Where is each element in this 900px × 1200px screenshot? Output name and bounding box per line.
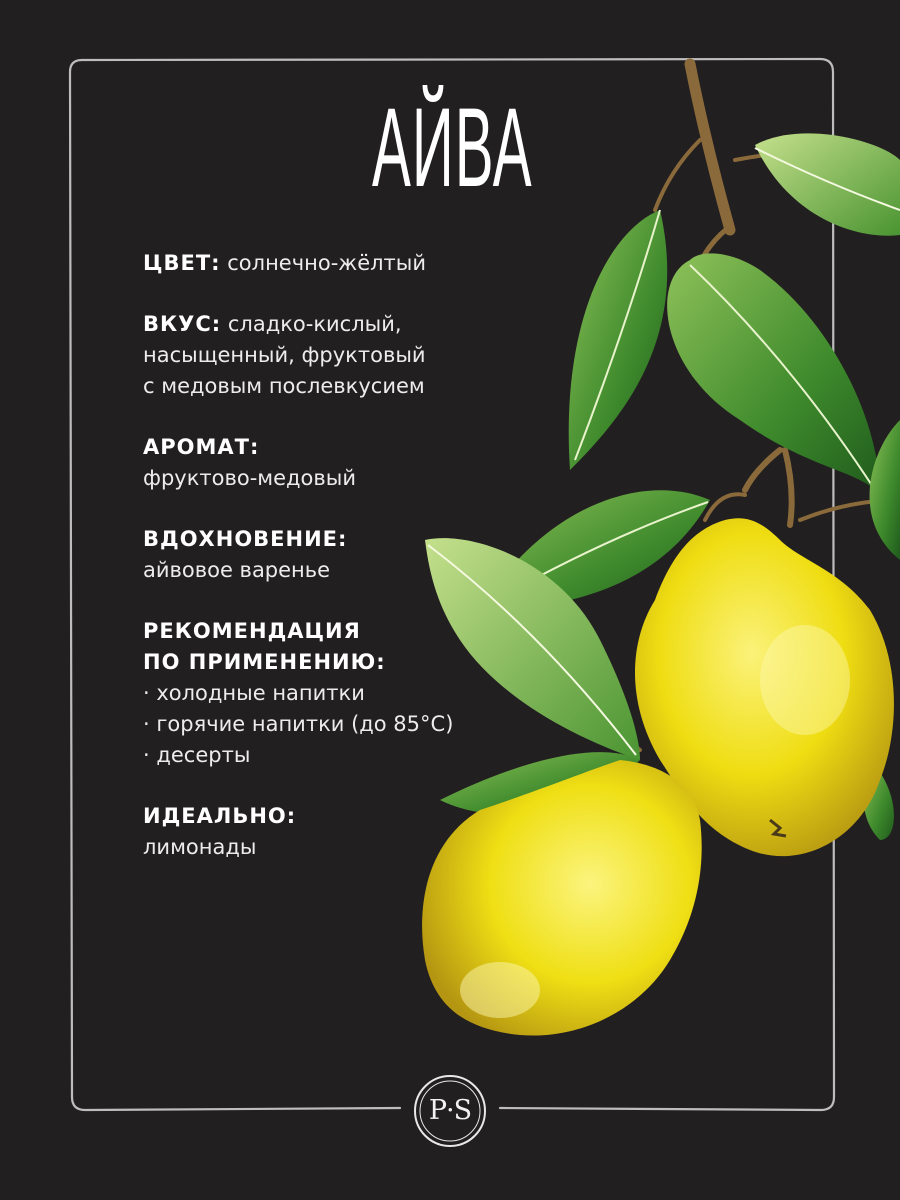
spec-ideal-label: ИДЕАЛЬНО: [143,804,297,828]
spec-inspiration-label: ВДОХНОВЕНИЕ: [143,527,348,551]
spec-taste-value-line2: насыщенный, фруктовый [143,343,426,367]
spec-inspiration-value: айвовое варенье [143,558,331,582]
spec-ideal-value: лимонады [143,835,257,859]
spec-taste-label: ВКУС: [143,312,222,336]
quince-branch-illustration [410,50,900,1060]
list-item: · холодные напитки [143,678,563,709]
page-title: АЙВА [372,85,533,210]
ps-logo [412,1073,488,1149]
spec-recommendation-label-line2: ПО ПРИМЕНЕНИЮ: [143,650,386,674]
spec-taste-value-line3: с медовым послевкусием [143,374,425,398]
spec-aroma-label: АРОМАТ: [143,435,260,459]
list-item: · горячие напитки (до 85°C) [143,709,563,740]
spec-color-label: ЦВЕТ: [143,251,221,275]
spec-taste-value-line1: сладко-кислый, [227,312,402,336]
spec-aroma-value: фруктово-медовый [143,466,357,490]
spec-color-value: солнечно-жёлтый [227,251,427,275]
spec-recommendation-label-line1: РЕКОМЕНДАЦИЯ [143,619,361,643]
logo-text: P·S [428,1095,472,1126]
list-item: · десерты [143,740,563,771]
